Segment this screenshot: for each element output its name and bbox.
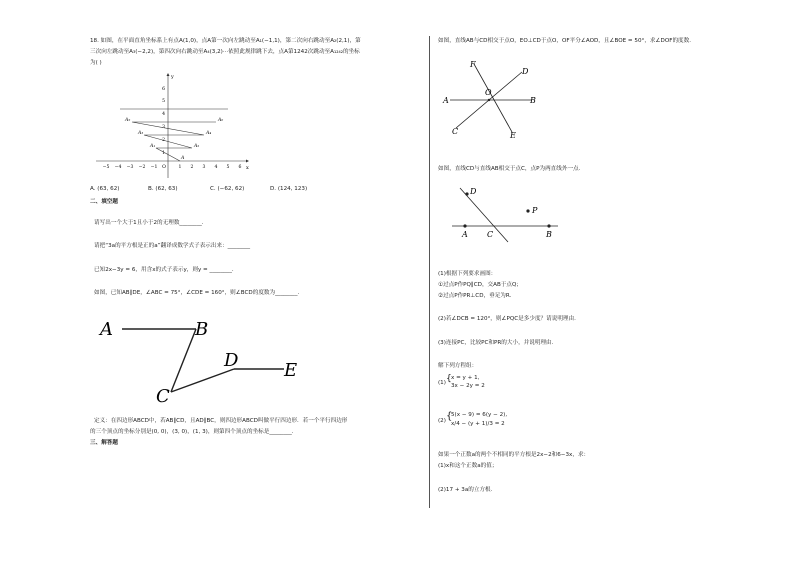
point-label: A₄: [206, 131, 212, 136]
x-axis-label: x: [246, 165, 249, 171]
x-tick: −1: [150, 165, 158, 170]
r-p4-q2: (2)17 + 3a的立方根.: [438, 487, 493, 493]
fill-q1: 请写出一个大于1且小于2的无理数________.: [94, 220, 204, 226]
r-p2-item1: (1)根据下列要求画图：: [438, 271, 497, 277]
x-tick: −5: [102, 165, 110, 170]
y-tick: 6: [162, 87, 165, 92]
label-O: O: [485, 88, 492, 97]
label-B: B: [530, 96, 536, 105]
label-E: E: [510, 131, 516, 140]
column-divider: [429, 36, 430, 508]
label-D: D: [522, 67, 529, 76]
fig-line-point: [448, 180, 568, 244]
q18-line3: 为( ): [90, 60, 102, 66]
r-p1: 如图，直线AB与CD相交于点O，EO⊥CD于点O，OF平分∠AOD，且∠BOE = 50°，求∠DOF的度数.: [438, 38, 692, 44]
def-line1: 定义：在四边形ABCD中，若AB∥CD，且AD∥BC，则四边形ABCD叫做平行四边形．若一个平行四边形: [94, 418, 348, 424]
y-tick: 4: [162, 112, 165, 117]
option-a: A. (63, 62): [90, 186, 120, 192]
q18-line2: 三次向左跳动至A₃(−2,2)，第四次向右跳动至A₄(3,2)···依照此规律跳下去，点A第1242次跳动至A₁₂₄₂的坐标: [90, 49, 360, 55]
fig-intersecting-lines: [440, 58, 550, 142]
x-tick: 3: [202, 165, 206, 170]
y-tick: 1: [162, 151, 165, 156]
label-A: A: [100, 319, 113, 340]
y-tick: 3: [162, 125, 165, 130]
fill-q3: 已知2x−3y = 6，用含x的式子表示y，则y = ________.: [94, 267, 234, 273]
eq1-brace: {: [446, 374, 452, 384]
label-C: C: [156, 386, 170, 407]
option-d: D. (124, 123): [270, 186, 308, 192]
r-p2-item4: (2)若∠DCB = 120°，则∠PQC是多少度？请说明理由.: [438, 316, 576, 322]
label-B: B: [546, 230, 552, 239]
eq1-label: (1): [438, 380, 446, 386]
point-label: A₅: [125, 118, 131, 123]
option-c: C. (−62, 62): [210, 186, 245, 192]
section-answer-title: 三、解答题: [90, 440, 118, 446]
label-A: A: [462, 230, 468, 239]
eq2-brace: {: [446, 411, 453, 422]
label-C: C: [452, 127, 459, 136]
x-tick: −2: [138, 165, 146, 170]
r-p2-item5: (3)连接PC，比较PC和PR的大小，并说明理由.: [438, 340, 554, 346]
eq2-a: 5(x − 9) = 6(y − 2),: [451, 412, 508, 418]
r-p2-item2: ①过点P作PQ∥CD，交AB于点Q；: [438, 282, 522, 288]
label-P: P: [532, 206, 538, 215]
x-tick: −3: [126, 165, 134, 170]
point-label: A₂: [194, 144, 200, 149]
def-line2: 的三个顶点的坐标分别是(0, 0)，(3, 0)，(1, 3)，则第四个顶点的坐标是________.: [90, 429, 294, 435]
r-p4-q1: (1)x和这个正数a的值；: [438, 463, 498, 469]
label-D: D: [470, 187, 477, 196]
r-p2: 如图，直线CD与直线AB相交于点C，点P为两直线外一点.: [438, 166, 581, 172]
y-axis-label: y: [171, 74, 174, 80]
point-label: A₃: [138, 131, 144, 136]
x-tick: 6: [238, 165, 242, 170]
eq1-a: x = y + 1,: [451, 375, 480, 381]
r-p3-title: 解下列方程组：: [438, 363, 478, 369]
label-F: F: [470, 60, 476, 69]
point-label: A: [181, 156, 185, 161]
q18-coordinate-graph: [92, 70, 252, 182]
fill-q2: 请把“3a的平方根是正的a”翻译成数学式子表示出来：________: [94, 243, 251, 249]
eq2-b: x/4 − (y + 1)/3 = 2: [451, 421, 505, 427]
label-D: D: [224, 350, 239, 371]
label-B: B: [195, 319, 209, 340]
y-tick: 5: [162, 99, 165, 104]
x-tick: 5: [226, 165, 230, 170]
x-tick: O: [162, 165, 166, 170]
fill-q4: 如图，已知AB∥DE，∠ABC = 75°，∠CDE = 160°，则∠BCD的度数为________.: [94, 290, 300, 296]
fig-parallel-angle: [94, 312, 304, 408]
point-label: A₆: [218, 118, 224, 123]
r-p4-line1: 如果一个正数a的两个不相同的平方根是2x−2和6−3x，求：: [438, 452, 590, 458]
label-C: C: [487, 230, 494, 239]
x-tick: −4: [114, 165, 122, 170]
x-tick: 2: [190, 165, 194, 170]
y-tick: 2: [162, 138, 165, 143]
jump-path: [132, 122, 216, 161]
section-fill-title: 二、填空题: [90, 199, 118, 205]
eq2-label: (2): [438, 418, 446, 424]
r-p2-item3: ②过点P作PR⊥CD，垂足为R.: [438, 293, 512, 299]
point-label: A₁: [150, 144, 156, 149]
eq1-b: 3x − 2y = 2: [451, 383, 485, 389]
x-tick: 4: [214, 165, 218, 170]
label-E: E: [284, 360, 298, 381]
x-tick: 1: [178, 165, 182, 170]
q18-line1: 18. 如图，在平面直角坐标系上有点A(1,0)，点A第一次向左跳动至A₁(−1,1)，第二次向右跳动至A₂(2,1)，第: [90, 38, 361, 44]
option-b: B. (62, 63): [148, 186, 178, 192]
label-A: A: [443, 96, 449, 105]
